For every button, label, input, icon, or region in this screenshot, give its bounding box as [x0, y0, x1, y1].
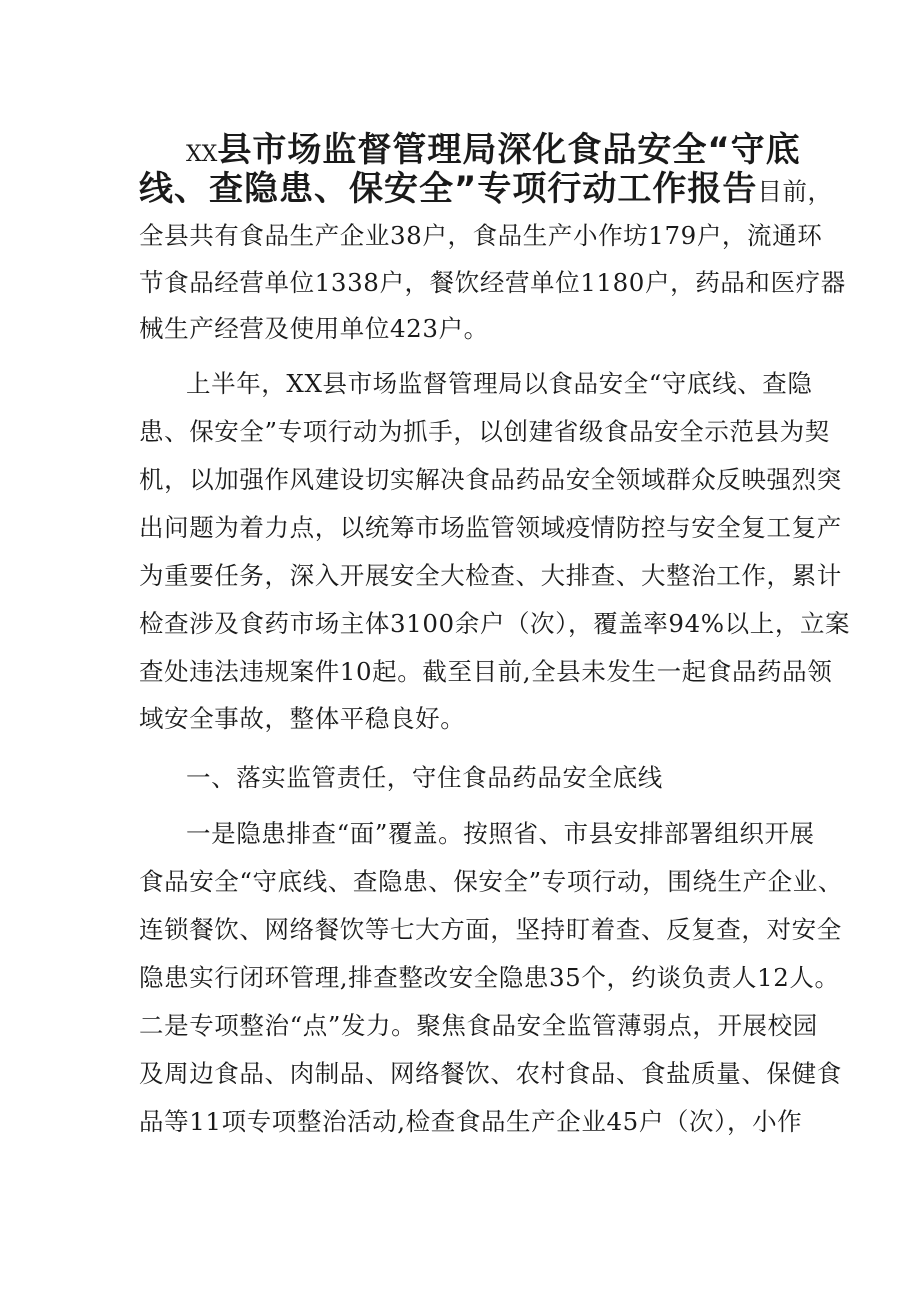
body-line-10: 查处违法违规案件10起。截至目前,全县未发生一起食品药品领 — [139, 657, 833, 686]
body-line-12: 一是隐患排查“面”覆盖。按照省、市县安排部署组织开展 — [186, 819, 815, 848]
body-line-16: 二是专项整治“点”发力。聚焦食品安全监管薄弱点，开展校园 — [139, 1011, 818, 1040]
body-line-17: 及周边食品、肉制品、网络餐饮、农村食品、食盐质量、保健食 — [139, 1059, 842, 1088]
body-line-11: 域安全事故，整体平稳良好。 — [139, 704, 466, 733]
body-line-7: 出问题为着力点，以统筹市场监管领域疫情防控与安全复工复产 — [139, 513, 842, 542]
body-line-14: 连锁餐饮、网络餐饮等七大方面，坚持盯着查、反复查，对安全 — [139, 915, 842, 944]
body-line-9: 检查涉及食药市场主体3100余户（次），覆盖率94%以上，立案 — [139, 609, 851, 638]
title-prefix: XX — [186, 142, 218, 167]
title-text-1: 县市场监督管理局深化食品安全“守底 — [217, 130, 801, 170]
section-heading-1: 一、落实监管责任，守住食品药品安全底线 — [186, 763, 663, 792]
body-line-1: 全县共有食品生产企业38户，食品生产小作坊179户，流通环 — [139, 221, 823, 250]
document-title-line-2 — [139, 167, 833, 214]
body-line-3: 械生产经营及使用单位423户。 — [139, 314, 489, 343]
body-line-8: 为重要任务，深入开展安全大检查、大排查、大整治工作，累计 — [139, 561, 842, 590]
body-line-15: 隐患实行闭环管理,排查整改安全隐患35个，约谈负责人12人。 — [139, 963, 840, 992]
title-text-2: 线、查隐患、保安全”专项行动工作报告 — [139, 169, 758, 209]
body-line-4: 上半年，XX县市场监督管理局以食品安全“守底线、查隐 — [186, 369, 813, 398]
body-line-2: 节食品经营单位1338户，餐饮经营单位1180户，药品和医疗器 — [139, 268, 846, 297]
body-line-13: 食品安全“守底线、查隐患、保安全”专项行动，围绕生产企业、 — [139, 867, 843, 896]
body-line-6: 机，以加强作风建设切实解决食品药品安全领域群众反映强烈突 — [139, 465, 842, 494]
body-line-18: 品等11项专项整治活动,检查食品生产企业45户（次），小作 — [139, 1107, 803, 1136]
body-line-5: 患、保安全”专项行动为抓手，以创建省级食品安全示范县为契 — [139, 417, 830, 446]
title-trail-text: 目前， — [757, 177, 833, 206]
